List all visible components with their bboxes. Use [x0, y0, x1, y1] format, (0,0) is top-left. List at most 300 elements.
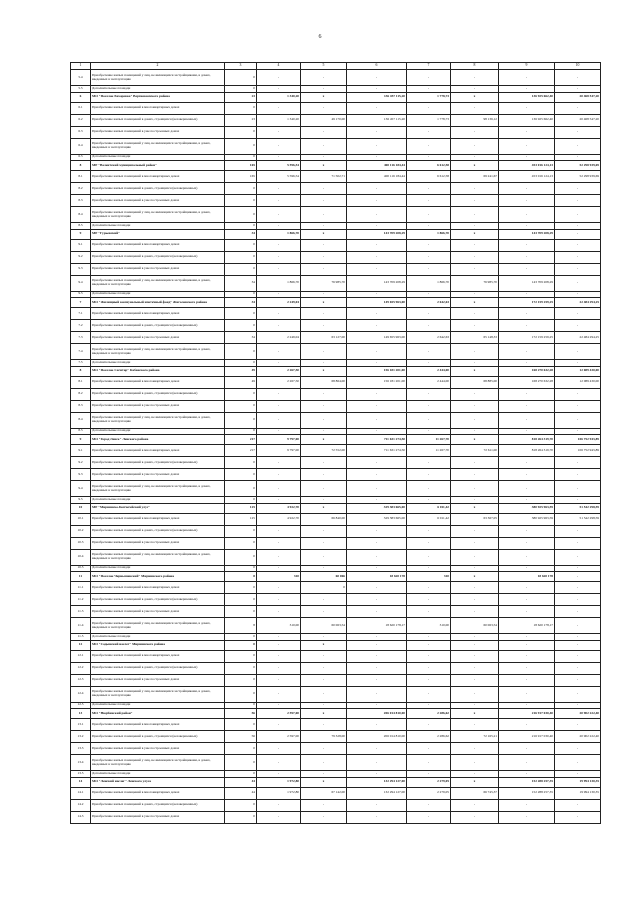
value-cell: - [347, 86, 407, 93]
value-cell: - [555, 582, 601, 594]
value-cell: 0 [225, 582, 257, 594]
table-row [71, 662, 601, 674]
value-cell: 0 [225, 102, 257, 114]
value-cell: - [407, 674, 451, 686]
value-cell: x [301, 777, 347, 787]
value-cell: - [451, 412, 499, 428]
row-number: 6.3 [71, 126, 91, 138]
value-cell: - [257, 662, 301, 674]
value-cell: - [407, 70, 451, 86]
value-cell: - [347, 102, 407, 114]
row-label: Приобретение жилых помещений в домах, строящихся (незавершенных) [91, 594, 225, 606]
value-cell: - [499, 207, 555, 223]
value-cell: 165 [225, 161, 257, 171]
value-cell: - [451, 360, 499, 367]
row-label: Приобретение жилых помещений в многоквартирных домах [91, 787, 225, 799]
value-cell: - [407, 360, 451, 367]
row-number: 8.3 [71, 400, 91, 412]
value-cell: - [301, 428, 347, 435]
value-cell: - [555, 229, 601, 239]
value-cell: 2 597,00 [257, 709, 301, 719]
value-cell: 20 468 547,20 [555, 92, 601, 102]
value-cell: 156 181 201,00 [347, 366, 407, 376]
group-row [71, 229, 601, 239]
table-row [71, 594, 601, 606]
value-cell: 63 367,05 [451, 513, 499, 525]
value-cell: - [301, 549, 347, 565]
value-cell: - [499, 102, 555, 114]
value-cell: 12 089 430,00 [555, 366, 601, 376]
value-cell: - [555, 702, 601, 709]
value-cell: - [499, 771, 555, 778]
table-row [71, 743, 601, 755]
value-cell: 143 709 208,29 [499, 229, 555, 239]
row-label: Приобретение жилых помещений в уже построенных домах [91, 195, 225, 207]
value-cell: - [451, 469, 499, 481]
value-cell: - [301, 291, 347, 298]
table-row [71, 457, 601, 469]
row-label: МО "Поселок Сагитар" Кабанского района [91, 366, 225, 376]
table-row [71, 719, 601, 731]
row-number: 12.5 [71, 702, 91, 709]
value-cell: - [301, 674, 347, 686]
value-cell: - [499, 606, 555, 618]
value-cell: 0 [225, 291, 257, 298]
value-cell: 0 [225, 320, 257, 332]
value-cell: - [347, 686, 407, 702]
value-cell: 4 922,70 [257, 513, 301, 525]
row-label: Дополнительные площади [91, 497, 225, 504]
value-cell: x [301, 709, 347, 719]
value-cell: 0 [225, 154, 257, 161]
row-label: Дополнительные площади [91, 428, 225, 435]
value-cell: 0 [225, 606, 257, 618]
value-cell: - [301, 650, 347, 662]
row-number: 6.2 [71, 114, 91, 126]
value-cell: - [407, 662, 451, 674]
value-cell: - [347, 606, 407, 618]
value-cell: 18 620 178,17 [347, 618, 407, 634]
value-cell: - [499, 525, 555, 537]
row-number: 9.2 [71, 457, 91, 469]
column-number-cell: 3 [225, 63, 257, 70]
value-cell: - [451, 549, 499, 565]
value-cell: 1 340,20 [257, 114, 301, 126]
table-row [71, 183, 601, 195]
group-row [71, 640, 601, 650]
value-cell: - [451, 497, 499, 504]
row-number: 7.2 [71, 320, 91, 332]
row-label: МР "Мирнинско-Копчегейский улус" [91, 503, 225, 513]
value-cell: - [257, 702, 301, 709]
table-row [71, 388, 601, 400]
value-cell: - [347, 771, 407, 778]
row-label: Приобретение жилых помещений в многоквартирных домах [91, 376, 225, 388]
value-cell: 49 [225, 366, 257, 376]
value-cell: - [555, 497, 601, 504]
value-cell: - [347, 126, 407, 138]
value-cell: - [257, 481, 301, 497]
value-cell: 23 [225, 92, 257, 102]
value-cell: 72 552,00 [301, 445, 347, 457]
row-number: 13.4 [71, 755, 91, 771]
value-cell: - [407, 86, 451, 93]
value-cell: - [499, 457, 555, 469]
value-cell: - [499, 412, 555, 428]
row-label: Приобретение жилых помещений у лиц, не являющихся застройщиками, в домах, введенных в эксплуатацию [91, 549, 225, 565]
value-cell: - [555, 549, 601, 565]
value-cell: 66 840,00 [301, 513, 347, 525]
value-cell: 44 [225, 787, 257, 799]
value-cell: - [257, 251, 301, 263]
value-cell: 76 985,70 [451, 275, 499, 291]
value-cell: - [499, 360, 555, 367]
value-cell: - [451, 291, 499, 298]
value-cell: - [451, 102, 499, 114]
value-cell: - [257, 537, 301, 549]
value-cell: 143 709 208,29 [347, 229, 407, 239]
value-cell: 132 294 127,00 [347, 777, 407, 787]
row-label: Дополнительные площади [91, 634, 225, 641]
row-number: 13.3 [71, 743, 91, 755]
table-row [71, 138, 601, 154]
value-cell: 0 [225, 755, 257, 771]
value-cell: - [451, 195, 499, 207]
value-cell: - [347, 412, 407, 428]
value-cell: 18 620 178,17 [499, 618, 555, 634]
value-cell: 0 [225, 481, 257, 497]
column-number-cell: 8 [451, 63, 499, 70]
value-cell: - [301, 360, 347, 367]
value-cell: - [407, 640, 451, 650]
value-cell: - [257, 263, 301, 275]
value-cell: - [407, 207, 451, 223]
row-label: Приобретение жилых помещений у лиц, не являющихся застройщиками, в домах, введенных в эксплуатацию [91, 618, 225, 634]
row-number: 12.4 [71, 686, 91, 702]
row-label: Приобретение жилых помещений в уже построенных домах [91, 332, 225, 344]
row-number: 8.5 [71, 223, 91, 230]
value-cell: x [301, 503, 347, 513]
value-cell: 56 [225, 709, 257, 719]
value-cell: - [257, 755, 301, 771]
value-cell: - [407, 263, 451, 275]
row-label: Приобретение жилых помещений в уже построенных домах [91, 743, 225, 755]
table-row [71, 481, 601, 497]
table-row [71, 400, 601, 412]
value-cell: - [451, 428, 499, 435]
table-row [71, 513, 601, 525]
value-cell: - [555, 86, 601, 93]
value-cell: - [555, 755, 601, 771]
value-cell: - [499, 650, 555, 662]
value-cell: 34 [225, 275, 257, 291]
value-cell: 0 [225, 70, 257, 86]
value-cell: - [347, 428, 407, 435]
value-cell: - [555, 640, 601, 650]
value-cell: - [257, 138, 301, 154]
value-cell: - [451, 719, 499, 731]
value-cell: 34 [225, 298, 257, 308]
value-cell: x [451, 435, 499, 445]
row-label: Приобретение жилых помещений в многоквартирных домах [91, 650, 225, 662]
value-cell: - [499, 388, 555, 400]
value-cell: 18 620 178 [499, 572, 555, 582]
value-cell: - [407, 412, 451, 428]
row-number: 6.1 [71, 102, 91, 114]
value-cell: - [407, 771, 451, 778]
value-cell: 2 444,00 [407, 376, 451, 388]
value-cell: 1 866,70 [257, 275, 301, 291]
value-cell: - [499, 428, 555, 435]
row-number: 9.1 [71, 239, 91, 251]
value-cell: - [407, 594, 451, 606]
value-cell: 2 279,05 [407, 777, 451, 787]
value-cell: - [555, 400, 601, 412]
table-row [71, 686, 601, 702]
row-label: МО "Садынский наслег" Мирнинского района [91, 640, 225, 650]
value-cell: 0 [225, 799, 257, 811]
value-cell: - [407, 606, 451, 618]
value-cell: 0 [225, 674, 257, 686]
value-cell: 217 [225, 445, 257, 457]
value-cell: 67 142,00 [301, 787, 347, 799]
row-number: 7 [71, 298, 91, 308]
value-cell: - [257, 183, 301, 195]
value-cell: - [451, 251, 499, 263]
value-cell: - [407, 634, 451, 641]
value-cell: 0 [225, 811, 257, 823]
value-cell: - [257, 102, 301, 114]
row-label: Приобретение жилых помещений у лиц, не являющихся застройщиками, в домах, введенных в эксплуатацию [91, 412, 225, 428]
value-cell: 1 866,70 [407, 275, 451, 291]
value-cell: 216 917 030,40 [499, 731, 555, 743]
value-cell: - [301, 195, 347, 207]
value-cell: - [347, 154, 407, 161]
row-label: Дополнительные площади [91, 223, 225, 230]
table-row [71, 582, 601, 594]
row-label: Приобретение жилых помещений у лиц, не являющихся застройщиками, в домах, введенных в эксплуатацию [91, 70, 225, 86]
value-cell: - [257, 469, 301, 481]
value-cell: - [301, 702, 347, 709]
value-cell: 329 383 665,00 [347, 513, 407, 525]
value-cell: - [257, 126, 301, 138]
value-cell: - [555, 525, 601, 537]
value-cell: - [301, 719, 347, 731]
value-cell: - [347, 183, 407, 195]
table-row [71, 537, 601, 549]
value-cell: 51 542 298,59 [555, 513, 601, 525]
value-cell: - [347, 251, 407, 263]
value-cell: - [301, 481, 347, 497]
row-label: МО "Нюрбинский район" [91, 709, 225, 719]
value-cell: 711 631 274,50 [347, 445, 407, 457]
value-cell: - [301, 686, 347, 702]
row-label: Приобретение жилых помещений в уже построенных домах [91, 126, 225, 138]
row-number: 8 [71, 161, 91, 171]
row-label: Приобретение жилых помещений у лиц, не являющихся застройщиками, в домах, введенных в эксплуатацию [91, 344, 225, 360]
value-cell: 0 [225, 650, 257, 662]
value-cell: - [257, 308, 301, 320]
value-cell: - [347, 634, 407, 641]
value-cell: 136 925 662,40 [499, 114, 555, 126]
page-number: 6 [318, 34, 322, 40]
value-cell: - [407, 799, 451, 811]
value-cell: 172 159 259,25 [499, 298, 555, 308]
table-row [71, 102, 601, 114]
value-cell: - [347, 481, 407, 497]
value-cell: - [555, 102, 601, 114]
table-row [71, 320, 601, 332]
row-label: Приобретение жилых помещений в домах, строящихся (незавершенных) [91, 799, 225, 811]
value-cell: 9 797,00 [257, 435, 301, 445]
value-cell: x [301, 161, 347, 171]
row-number: 5.5 [71, 86, 91, 93]
value-cell: 68 864,00 [301, 376, 347, 388]
value-cell: - [347, 719, 407, 731]
value-cell: - [407, 251, 451, 263]
value-cell: 0 [225, 537, 257, 549]
value-cell: - [301, 743, 347, 755]
value-cell: - [347, 755, 407, 771]
row-label: Дополнительные площади [91, 565, 225, 572]
value-cell: 2 249,04 [257, 298, 301, 308]
value-cell: - [407, 755, 451, 771]
value-cell: - [499, 582, 555, 594]
value-cell: - [499, 183, 555, 195]
value-cell: - [555, 388, 601, 400]
value-cell: - [451, 674, 499, 686]
value-cell: - [257, 719, 301, 731]
value-cell: - [451, 70, 499, 86]
value-cell: - [301, 251, 347, 263]
value-cell: 2 267,50 [257, 376, 301, 388]
table-row [71, 469, 601, 481]
value-cell: - [499, 662, 555, 674]
value-cell: 11 267,70 [407, 435, 451, 445]
row-number: 8.2 [71, 183, 91, 195]
table-row [71, 275, 601, 291]
value-cell: 1 972,80 [257, 787, 301, 799]
value-cell: - [257, 565, 301, 572]
value-cell: 125 [225, 513, 257, 525]
row-label: Приобретение жилых помещений в уже построенных домах [91, 606, 225, 618]
row-number: 9.5 [71, 291, 91, 298]
row-label: Приобретение жилых помещений в домах, строящихся (незавершенных) [91, 251, 225, 263]
value-cell: - [499, 811, 555, 823]
value-cell: - [451, 525, 499, 537]
table-row [71, 263, 601, 275]
row-number: 11.2 [71, 594, 91, 606]
value-cell: - [407, 223, 451, 230]
value-cell: x [451, 161, 499, 171]
value-cell: - [301, 400, 347, 412]
value-cell: - [257, 195, 301, 207]
value-cell: 6 612,58 [407, 161, 451, 171]
value-cell: - [257, 291, 301, 298]
value-cell: 0 [225, 428, 257, 435]
value-cell: 132 294 127,00 [347, 787, 407, 799]
value-cell: - [301, 183, 347, 195]
value-cell: - [451, 702, 499, 709]
group-row [71, 435, 601, 445]
value-cell: - [451, 457, 499, 469]
value-cell: 400 116 184,44 [347, 161, 407, 171]
value-cell: - [301, 469, 347, 481]
table-row [71, 606, 601, 618]
table-row [71, 674, 601, 686]
value-cell: - [555, 674, 601, 686]
value-cell: 172 159 259,25 [499, 332, 555, 344]
row-number: 8.1 [71, 376, 91, 388]
value-cell: - [451, 799, 499, 811]
value-cell: - [555, 360, 601, 367]
value-cell: - [301, 320, 347, 332]
value-cell: - [257, 799, 301, 811]
row-number: 6.5 [71, 154, 91, 161]
value-cell: 310 [407, 572, 451, 582]
row-number: 10.4 [71, 549, 91, 565]
table-row [71, 799, 601, 811]
value-cell: 49 170,00 [301, 114, 347, 126]
column-number-cell: 6 [347, 63, 407, 70]
value-cell: - [555, 275, 601, 291]
value-cell: 52 298 939,69 [555, 171, 601, 183]
value-cell: - [257, 344, 301, 360]
value-cell: - [301, 662, 347, 674]
value-cell: - [301, 412, 347, 428]
value-cell: 20 902 222,40 [555, 709, 601, 719]
row-number: 8.4 [71, 412, 91, 428]
row-label: МО "Поселок Бахаревка" Верхнекамского района [91, 92, 225, 102]
value-cell: - [499, 702, 555, 709]
row-label: Приобретение жилых помещений в многоквартирных домах [91, 445, 225, 457]
value-cell: - [257, 743, 301, 755]
value-cell: - [301, 223, 347, 230]
value-cell: - [347, 674, 407, 686]
row-label: Приобретение жилых помещений в уже построенных домах [91, 674, 225, 686]
value-cell: 49 [225, 376, 257, 388]
value-cell: - [451, 388, 499, 400]
value-cell: - [451, 86, 499, 93]
value-cell: - [555, 650, 601, 662]
value-cell: 63 127,00 [301, 332, 347, 344]
value-cell: 165 [225, 171, 257, 183]
value-cell: - [407, 344, 451, 360]
value-cell: 0 [225, 86, 257, 93]
value-cell: 0 [225, 388, 257, 400]
value-cell: - [451, 308, 499, 320]
value-cell: - [555, 308, 601, 320]
value-cell: - [407, 582, 451, 594]
value-cell: - [257, 582, 301, 594]
value-cell: 34 [225, 229, 257, 239]
value-cell: - [257, 223, 301, 230]
value-cell: 0 [225, 195, 257, 207]
value-cell: 168 270 632,28 [499, 366, 555, 376]
value-cell: 0 [225, 640, 257, 650]
value-cell: - [555, 606, 601, 618]
value-cell: - [499, 594, 555, 606]
value-cell: - [555, 686, 601, 702]
value-cell: - [347, 702, 407, 709]
value-cell: - [451, 662, 499, 674]
table-row [71, 811, 601, 823]
value-cell: - [555, 207, 601, 223]
value-cell: - [347, 537, 407, 549]
row-label: Приобретение жилых помещений у лиц, не являющихся застройщиками, в домах, введенных в эксплуатацию [91, 686, 225, 702]
value-cell: 60 063,54 [451, 618, 499, 634]
value-cell: - [347, 388, 407, 400]
